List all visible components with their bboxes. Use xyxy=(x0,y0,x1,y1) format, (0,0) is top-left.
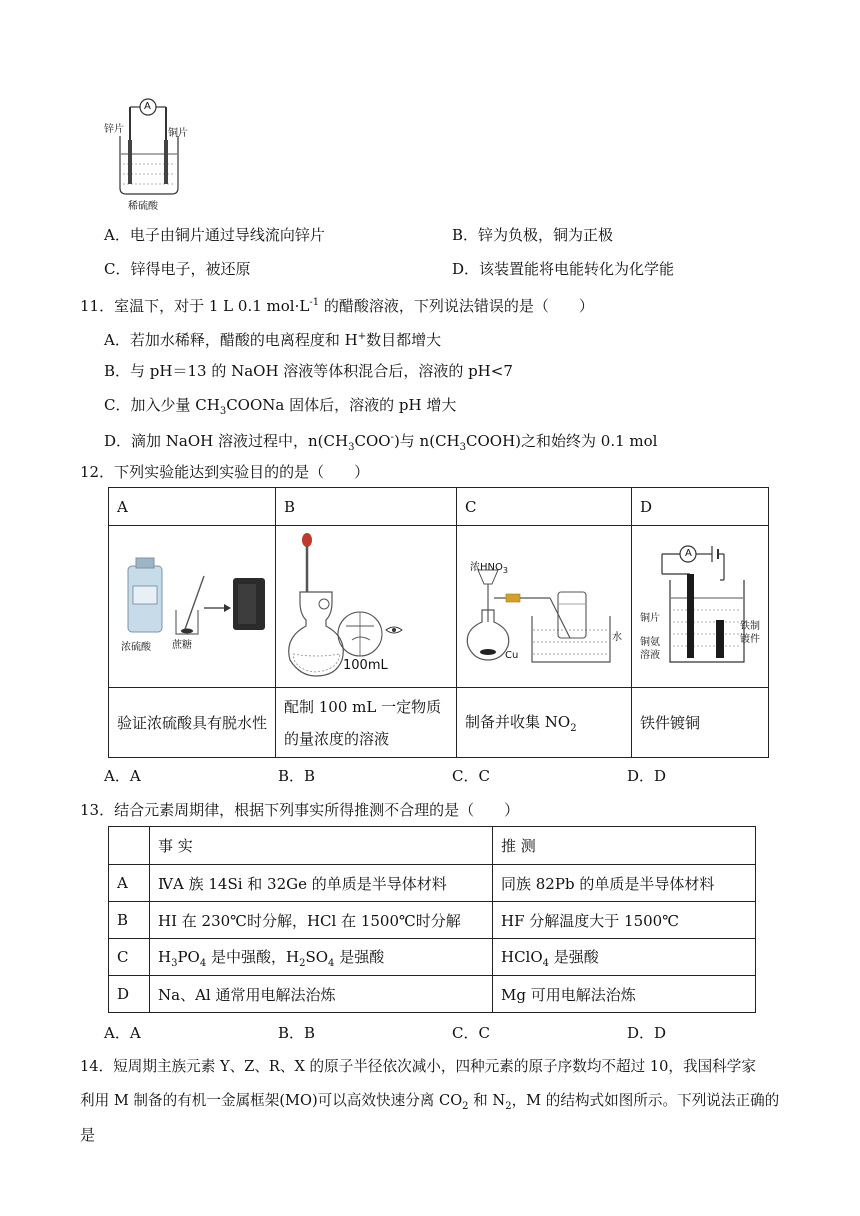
q12-stem: 12．下列实验能达到实验目的的是（ ） xyxy=(80,463,370,481)
conc-sulfuric-label: 浓硫酸 xyxy=(121,642,151,653)
q13-row-label: D xyxy=(109,976,150,1013)
ammeter-label: A xyxy=(144,101,151,112)
q11-option-a: A．若加水稀释，醋酸的电离程度和 H+数目都增大 xyxy=(104,331,442,349)
q11-option-c: C．加入少量 $CH_3COONa$ 固体后，溶液的 pH 增大 xyxy=(104,396,457,417)
q13-row-guess: 同族 82Pb 的单质是半导体材料 xyxy=(493,865,756,902)
zinc-label: 锌片 xyxy=(104,124,124,135)
conc-sulfuric-acid-figure xyxy=(118,556,268,642)
solution-label: 稀硫酸 xyxy=(128,201,158,212)
ammeter-d-label: A xyxy=(685,548,692,559)
q13-row-fact: Na、Al 通常用电解法治炼 xyxy=(150,976,493,1013)
q12-header-a: A xyxy=(109,488,276,526)
cuammonia-label: 铜氨溶液 xyxy=(640,637,660,661)
cu-label: Cu xyxy=(505,650,519,661)
q13-option-a: A．A xyxy=(104,1024,141,1042)
q13-header-blank xyxy=(109,827,150,865)
q12-desc-d: 铁件镀铜 xyxy=(632,688,769,758)
q12-desc-b: 配制 100 mL 一定物质的量浓度的溶液 xyxy=(276,688,457,758)
q10-option-b: B．锌为负极，铜为正极 xyxy=(452,226,614,244)
q12-option-d: D．D xyxy=(627,767,667,785)
q12-option-b: B．B xyxy=(278,767,316,785)
flask-volume-label: 100mL xyxy=(343,658,388,673)
q12-desc-c: 制备并收集 $NO_2$ xyxy=(457,688,632,758)
sugar-label: 蔗糖 xyxy=(172,640,192,651)
q14-line-1: 14．短周期主族元素 Y、Z、R、X 的原子半径依次减小，四种元素的原子序数均不超过 10，我国科学家 xyxy=(80,1058,756,1075)
q13-option-b: B．B xyxy=(278,1024,316,1042)
copper-label: 铜片 xyxy=(168,128,188,139)
q12-header-d: D xyxy=(632,488,769,526)
q13-header-guess: 推 测 xyxy=(493,827,756,865)
q14-line-3: 是 xyxy=(80,1126,96,1144)
q13-row-fact: ⅣA 族 14Si 和 32Ge 的单质是半导体材料 xyxy=(150,865,493,902)
q13-row-guess: HClO$_4$ 是强酸 xyxy=(493,939,756,976)
q13-row-label: A xyxy=(109,865,150,902)
q13-row-guess: HF 分解温度大于 1500℃ xyxy=(493,902,756,939)
q12-option-a: A．A xyxy=(104,767,141,785)
water-label: 水 xyxy=(612,632,622,643)
conc-nitric-label: 浓$HNO_3$ xyxy=(470,562,508,575)
q12-desc-a: 验证浓硫酸具有脱水性 xyxy=(109,688,276,758)
copper-plate-label: 铜片 xyxy=(640,613,660,624)
q13-option-d: D．D xyxy=(627,1024,667,1042)
q10-option-d: D．该装置能将电能转化为化学能 xyxy=(452,260,675,278)
q13-option-c: C．C xyxy=(452,1024,490,1042)
galvanic-cell-figure xyxy=(96,94,206,214)
q12-header-c: C xyxy=(457,488,632,526)
iron-part-label: 铁制镀件 xyxy=(740,621,760,645)
q12-option-c: C．C xyxy=(452,767,490,785)
q13-table xyxy=(108,826,756,1013)
q13-row-fact: $H_3PO_4$ 是中强酸，$H_2SO_4$ 是强酸 xyxy=(150,939,493,976)
q11-option-d: D．滴加 NaOH 溶液过程中，$n(CH_3COO^-)$与 $n(CH_3COOH)$之和始终为 0.1 mol xyxy=(104,432,658,453)
q13-row-label: B xyxy=(109,902,150,939)
q13-row-guess: Mg 可用电解法治炼 xyxy=(493,976,756,1013)
q11-stem: 11．室温下，对于 1 L 0.1 $mol\cdot L^{-1}$ 的醋酸溶液，下列说法错误的是（ ） xyxy=(80,297,594,315)
q12-header-b: B xyxy=(276,488,457,526)
q10-option-c: C．锌得电子，被还原 xyxy=(104,260,251,278)
q13-row-label: C xyxy=(109,939,150,976)
q13-header-fact: 事 实 xyxy=(150,827,493,865)
q13-row-fact: HI 在 230℃时分解，HCl 在 1500℃时分解 xyxy=(150,902,493,939)
q10-option-a: A．电子由铜片通过导线流向锌片 xyxy=(104,226,325,244)
q13-stem: 13．结合元素周期律，根据下列事实所得推测不合理的是（ ） xyxy=(80,801,520,819)
q11-option-b: B．与 pH＝13 的 NaOH 溶液等体积混合后，溶液的 pH<7 xyxy=(104,362,513,380)
q14-line-2: 利用 M 制备的有机一金属框架(MO)可以高效快速分离 $CO_2$ 和 $N_2$，M 的结构式如图所示。下列说法正确的 xyxy=(80,1092,780,1112)
